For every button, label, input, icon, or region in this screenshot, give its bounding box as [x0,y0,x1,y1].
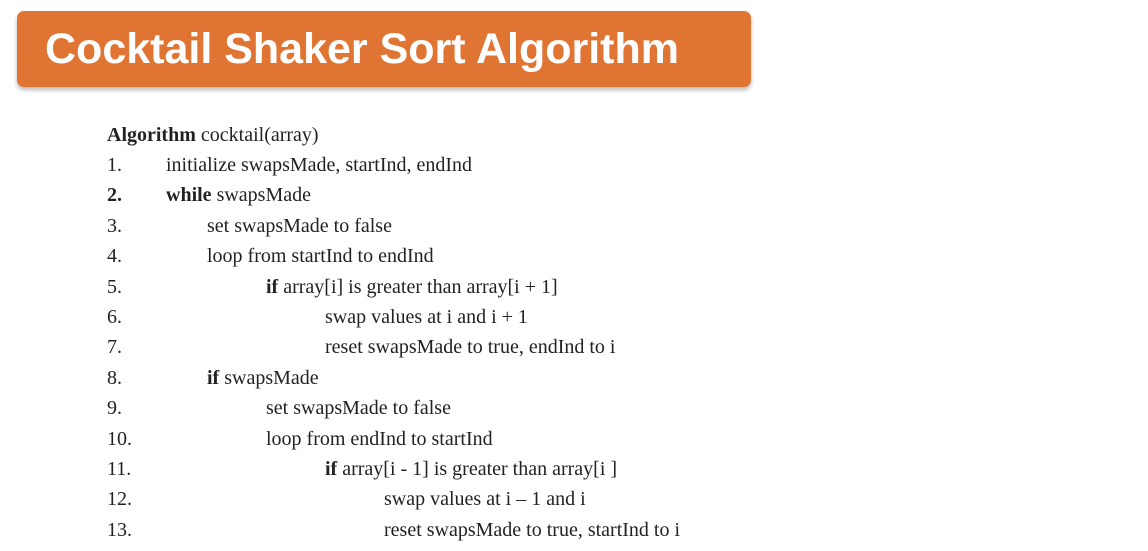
code-line-1 [107,150,473,180]
line-text: loop from startInd to endInd [207,245,434,268]
line-code [166,180,311,210]
code-line-10 [107,424,493,454]
code-line-8 [107,363,319,393]
line-number: 10. [107,427,132,450]
line-text: swapsMade [219,366,319,389]
line-code [384,484,586,514]
line-number: 5. [107,275,122,298]
line-number: 13. [107,518,132,541]
line-text: array[i - 1] is greater than array[i ] [337,457,618,480]
code-line-2 [107,180,319,210]
line-text: reset swapsMade to true, endInd to i [325,336,616,359]
line-text: swapsMade [211,184,311,207]
slide-title: Cocktail Shaker Sort Algorithm [45,25,679,73]
code-line-9 [107,393,451,423]
line-text: reset swapsMade to true, startInd to i [384,518,681,541]
line-text: array[i] is greater than array[i + 1] [278,275,558,298]
line-code [266,424,493,454]
code-line-11 [107,454,618,484]
code-line-5 [107,272,558,302]
line-text: loop from endInd to startInd [266,427,493,450]
line-text: swap values at i and i + 1 [325,305,528,328]
line-number: 12. [107,488,132,511]
line-code [325,454,617,484]
line-keyword: if [266,275,279,298]
line-code [266,272,558,302]
code-line-13 [107,515,681,545]
code-line-7 [107,332,616,362]
line-text: set swapsMade to false [266,397,451,420]
line-code [166,150,472,180]
line-text: swap values at i – 1 and i [384,488,586,511]
line-code [207,363,319,393]
code-line-4 [107,241,434,271]
line-number: 6. [107,305,122,328]
line-text: initialize swapsMade, startInd, endInd [166,154,473,176]
line-number: 8. [107,366,122,389]
line-number: 2. [107,184,122,207]
code-line-6 [107,302,528,332]
line-keyword: if [207,366,220,389]
code-line-3 [107,211,392,241]
line-number: 4. [107,245,122,268]
line-code [325,302,528,332]
line-keyword: if [325,457,338,480]
line-number: 3. [107,214,122,237]
algorithm-header [107,120,319,150]
line-number: 1. [107,154,122,176]
title-banner [17,11,751,87]
line-text: set swapsMade to false [207,214,392,237]
line-code [207,211,392,241]
line-keyword: while [166,184,212,207]
algorithm-signature: cocktail(array) [195,124,319,146]
line-code [384,515,680,545]
line-code [325,332,615,362]
line-number: 11. [107,457,132,480]
algorithm-keyword: Algorithm [107,124,196,146]
algorithm-pseudocode [107,120,681,545]
line-number: 7. [107,336,122,359]
line-code [207,241,434,271]
code-line-12 [107,484,586,514]
line-code [266,393,451,423]
line-number: 9. [107,397,122,420]
